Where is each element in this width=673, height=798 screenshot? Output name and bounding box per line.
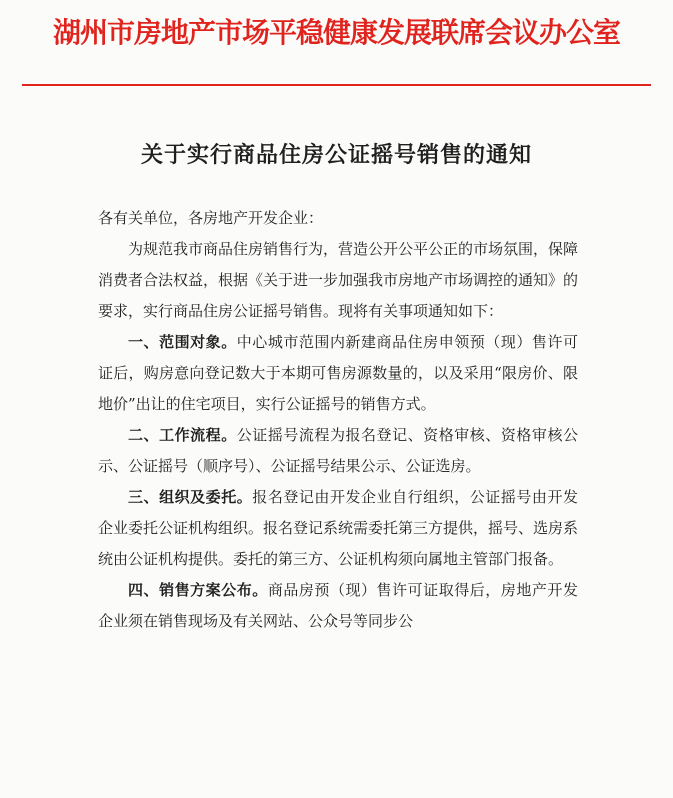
section-text: 商品房预（现）售许可证取得后，房地产开发企业须在销售现场及有关网站、公众号等同步公 xyxy=(98,581,578,630)
document-body xyxy=(98,203,578,637)
section-text: 报名登记由开发企业自行组织，公证摇号由开发企业委托公证机构组织。报名登记系统需委托第三方提供，摇号、选房系统由公证机构提供。委托的第三方、公证机构须向属地主管部门报备。 xyxy=(98,488,579,568)
salutation: 各有关单位，各房地产开发企业： xyxy=(98,209,324,227)
section-workflow xyxy=(98,420,578,482)
section-organization xyxy=(98,482,578,575)
section-text: 公证摇号流程为报名登记、资格审核、资格审核公示、公证摇号（顺序号）、公证摇号结果公示、公证选房。 xyxy=(98,426,578,475)
section-heading: 三、组织及委托。 xyxy=(128,488,253,506)
section-heading: 二、工作流程。 xyxy=(128,426,237,444)
section-heading: 一、范围对象。 xyxy=(128,333,237,351)
section-scope xyxy=(98,327,578,420)
document-title: 关于实行商品住房公证摇号销售的通知 xyxy=(140,142,532,168)
section-text: 中心城市范围内新建商品住房申领预（现）售许可证后，购房意向登记数大于本期可售房源数量的，以及采用“限房价、限地价”出让的住宅项目，实行公证摇号的销售方式。 xyxy=(98,333,578,413)
intro-paragraph: 为规范我市商品住房销售行为，营造公开公平公正的市场氛围，保障消费者合法权益，根据《关于进一步加强我市房地产市场调控的通知》的要求，实行商品住房公证摇号销售。现将有关事项通知如下： xyxy=(98,240,579,320)
section-heading: 四、销售方案公布。 xyxy=(128,581,268,599)
section-sales-plan xyxy=(98,575,578,637)
header-divider xyxy=(22,84,651,86)
org-header-title: 湖州市房地产市场平稳健康发展联席会议办公室 xyxy=(52,16,620,49)
